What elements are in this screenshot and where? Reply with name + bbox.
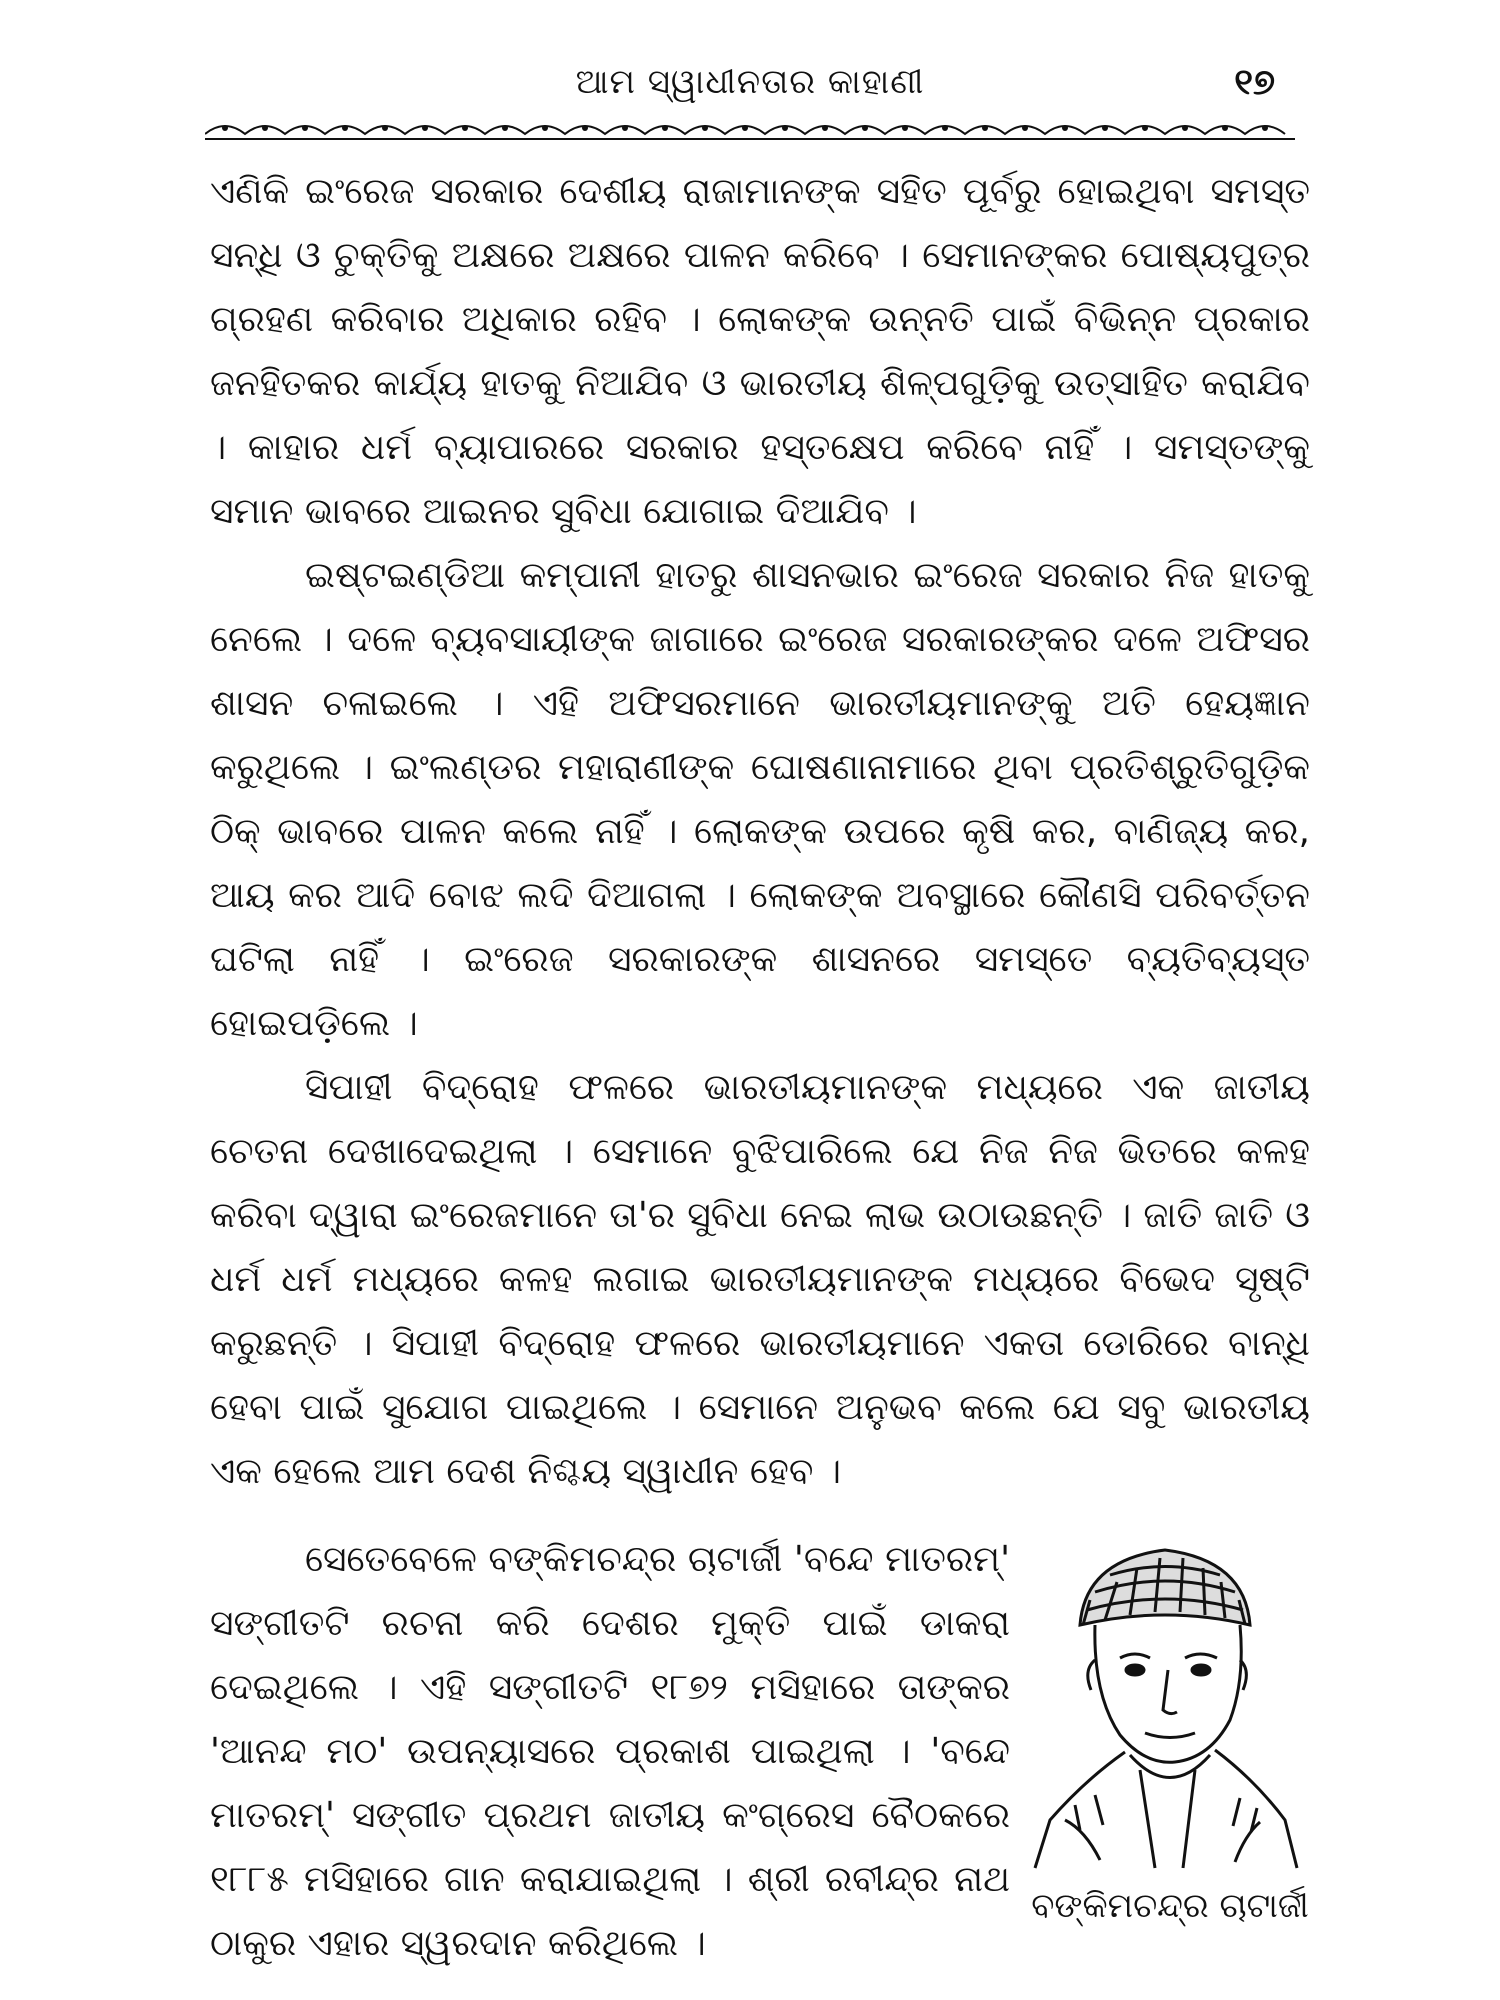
portrait-caption: ବଙ୍କିମଚନ୍ଦ୍ର ଚାଟାର୍ଜୀ [1031, 1886, 1309, 1926]
main-text [210, 160, 1310, 1504]
decorative-border [205, 112, 1295, 142]
turban [1080, 1550, 1250, 1625]
paragraph: ଇଷ୍ଟଇଣ୍ଡିଆ କମ୍ପାନୀ ହାତରୁ ଶାସନଭାର ଇଂରେଜ ସରକାର ନିଜ ହାତକୁ ନେଲେ । ଦଳେ ବ୍ୟବସାୟୀଙ୍କ ଜାଗାରେ ଇଂରେଜ ସରକାରଙ୍କର ଦଳେ ଅଫିସର ଶାସନ ଚଳାଇଲେ । ଏହି ଅଫିସରମାନେ ଭାରତୀୟମାନଙ୍କୁ ଅତି ହେୟଜ୍ଞାନ କରୁଥିଲେ । ଇଂଲଣ୍ଡର ମହାରାଣୀଙ୍କ ଘୋଷଣାନାମାରେ ଥିବା ପ୍ରତିଶ୍ରୁତିଗୁଡ଼ିକ ଠିକ୍ ଭାବରେ ପାଳନ କଲେ ନାହିଁ । ଲୋକଙ୍କ ଉପରେ କୃଷି କର, ବାଣିଜ୍ୟ କର, ଆୟ କର ଆଦି ବୋଝ ଲଦି ଦିଆଗଲା । ଲୋକଙ୍କ ଅବସ୍ଥାରେ କୌଣସି ପରିବର୍ତ୍ତନ ଘଟିଲା ନାହିଁ । ଇଂରେଜ ସରକାରଙ୍କ ଶାସନରେ ସମସ୍ତେ ବ୍ୟତିବ୍ୟସ୍ତ ହୋଇପଡ଼ିଲେ । [210, 555, 1310, 1044]
paragraph: ଏଣିକି ଇଂରେଜ ସରକାର ଦେଶୀୟ ରାଜାମାନଙ୍କ ସହିତ ପୂର୍ବରୁ ହୋଇଥିବା ସମସ୍ତ ସନ୍ଧି ଓ ଚୁକ୍ତିକୁ ଅକ୍ଷରେ ଅକ୍ଷରେ ପାଳନ କରିବେ । ସେମାନଙ୍କର ପୋଷ୍ୟପୁତ୍ର ଗ୍ରହଣ କରିବାର ଅଧିକାର ରହିବ । ଲୋକଙ୍କ ଉନ୍ନତି ପାଇଁ ବିଭିନ୍ନ ପ୍ରକାର ଜନହିତକର କାର୍ଯ୍ୟ ହାତକୁ ନିଆଯିବ ଓ ଭାରତୀୟ ଶିଳ୍ପଗୁଡ଼ିକୁ ଉତ୍ସାହିତ କରାଯିବ । କାହାର ଧର୍ମ ବ୍ୟାପାରରେ ସରକାର ହସ୍ତକ୍ଷେପ କରିବେ ନାହିଁ । ସମସ୍ତଙ୍କୁ ସମାନ ଭାବରେ ଆଇନର ସୁବିଧା ଯୋଗାଇ ଦିଆଯିବ । [210, 171, 1310, 532]
portrait-illustration [1025, 1530, 1305, 1870]
running-title: ଆମ ସ୍ୱାଧୀନତାର କାହାଣୀ [575, 62, 925, 102]
face [1088, 1625, 1247, 1762]
paragraph: ସେତେବେଳେ ବଙ୍କିମଚନ୍ଦ୍ର ଚାଟାର୍ଜୀ 'ବନ୍ଦେ ମାତରମ୍' ସଙ୍ଗୀତଟି ରଚନା କରି ଦେଶର ମୁକ୍ତି ପାଇଁ ଡାକରା ଦେଇଥିଲେ । ଏହି ସଙ୍ଗୀତଟି ୧୮୭୨ ମସିହାରେ ତାଙ୍କର 'ଆନନ୍ଦ ମଠ' ଉପନ୍ୟାସରେ ପ୍ରକାଶ ପାଇଥିଲା । 'ବନ୍ଦେ ମାତରମ୍' ସଙ୍ଗୀତ ପ୍ରଥମ ଜାତୀୟ କଂଗ୍ରେସ ବୈଠକରେ ୧୮୮୫ ମସିହାରେ ଗାନ କରାଯାଇଥିଲା । ଶ୍ରୀ ରବୀନ୍ଦ୍ର ନାଥ ଠାକୁର ଏହାର ସ୍ୱରଦାନ କରିଥିଲେ । [210, 1539, 1010, 1964]
paragraph: ସିପାହୀ ବିଦ୍ରୋହ ଫଳରେ ଭାରତୀୟମାନଙ୍କ ମଧ୍ୟରେ ଏକ ଜାତୀୟ ଚେତନା ଦେଖାଦେଇଥିଲା । ସେମାନେ ବୁଝିପାରିଲେ ଯେ ନିଜ ନିଜ ଭିତରେ କଳହ କରିବା ଦ୍ୱାରା ଇଂରେଜମାନେ ତା'ର ସୁବିଧା ନେଇ ଲାଭ ଉଠାଉଛନ୍ତି । ଜାତି ଜାତି ଓ ଧର୍ମ ଧର୍ମ ମଧ୍ୟରେ କଳହ ଲଗାଇ ଭାରତୀୟମାନଙ୍କ ମଧ୍ୟରେ ବିଭେଦ ସୃଷ୍ଟି କରୁଛନ୍ତି । ସିପାହୀ ବିଦ୍ରୋହ ଫଳରେ ଭାରତୀୟମାନେ ଏକତା ଡୋରିରେ ବାନ୍ଧି ହେବା ପାଇଁ ସୁଯୋଗ ପାଇଥିଲେ । ସେମାନେ ଅନୁଭବ କଲେ ଯେ ସବୁ ଭାରତୀୟ ଏକ ହେଲେ ଆମ ଦେଶ ନିଶ୍ଚୟ ସ୍ୱାଧୀନ ହେବ । [210, 1067, 1310, 1492]
page-number: ୧୭ [1234, 62, 1275, 103]
garment [1035, 1750, 1297, 1868]
final-section [210, 1528, 1010, 1976]
